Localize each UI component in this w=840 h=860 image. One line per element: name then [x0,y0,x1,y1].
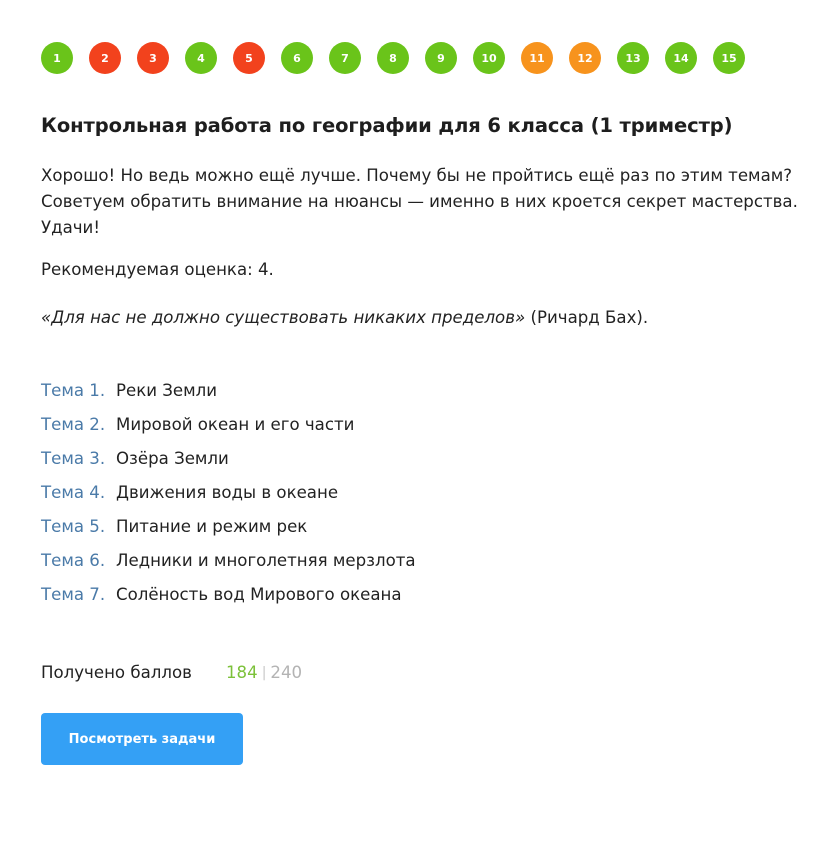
question-badge[interactable]: 6 [281,42,313,74]
question-badges [41,42,745,74]
topic-link[interactable]: Тема 2. [41,414,106,434]
topic-list [41,373,416,611]
topic-link[interactable]: Тема 3. [41,448,106,468]
question-badge[interactable]: 10 [473,42,505,74]
topic-name: Питание и режим рек [116,516,308,536]
quote-text: «Для нас не должно существовать никаких пределов» [41,308,526,327]
topic-link[interactable]: Тема 5. [41,516,106,536]
feedback-text: Хорошо! Но ведь можно ещё лучше. Почему бы не пройтись ещё раз по этим темам? Советуем обратить внимание на нюансы — именно в них кроется секрет мастерства. Удачи! [41,166,798,237]
topic-link[interactable]: Тема 7. [41,584,106,604]
topic-item [41,441,416,475]
question-badge[interactable]: 15 [713,42,745,74]
page-title: Контрольная работа по географии для 6 класса (1 триместр) [41,114,733,137]
question-badge[interactable]: 2 [89,42,121,74]
topic-link[interactable]: Тема 1. [41,380,106,400]
topic-name: Озёра Земли [116,448,229,468]
question-badge[interactable]: 12 [569,42,601,74]
quote [41,308,648,327]
question-badge[interactable]: 14 [665,42,697,74]
question-badge[interactable]: 4 [185,42,217,74]
topic-name: Движения воды в океане [116,482,339,502]
score-summary [41,663,302,682]
score-separator: | [261,664,267,681]
quote-author: (Ричард Бах). [525,308,649,327]
question-badge[interactable]: 3 [137,42,169,74]
topic-name: Ледники и многолетняя мерзлота [116,550,416,570]
topic-item [41,407,416,441]
view-tasks-button[interactable]: Посмотреть задачи [41,713,243,765]
topic-item [41,543,416,577]
topic-name: Реки Земли [116,380,218,400]
topic-item [41,373,416,407]
question-badge[interactable]: 8 [377,42,409,74]
topic-link[interactable]: Тема 6. [41,550,106,570]
question-badge[interactable]: 11 [521,42,553,74]
question-badge[interactable]: 9 [425,42,457,74]
question-badge[interactable]: 5 [233,42,265,74]
question-badge[interactable]: 7 [329,42,361,74]
question-badge[interactable]: 1 [41,42,73,74]
topic-item [41,509,416,543]
question-badge[interactable]: 13 [617,42,649,74]
topic-name: Мировой океан и его части [116,414,355,434]
topic-item [41,475,416,509]
score-label: Получено баллов [41,663,192,682]
score-earned: 184 [226,663,258,682]
topic-name: Солёность вод Мирового океана [116,584,402,604]
topic-item [41,577,416,611]
recommended-grade: Рекомендуемая оценка: 4. [41,260,274,279]
topic-link[interactable]: Тема 4. [41,482,106,502]
score-total: 240 [270,663,303,682]
